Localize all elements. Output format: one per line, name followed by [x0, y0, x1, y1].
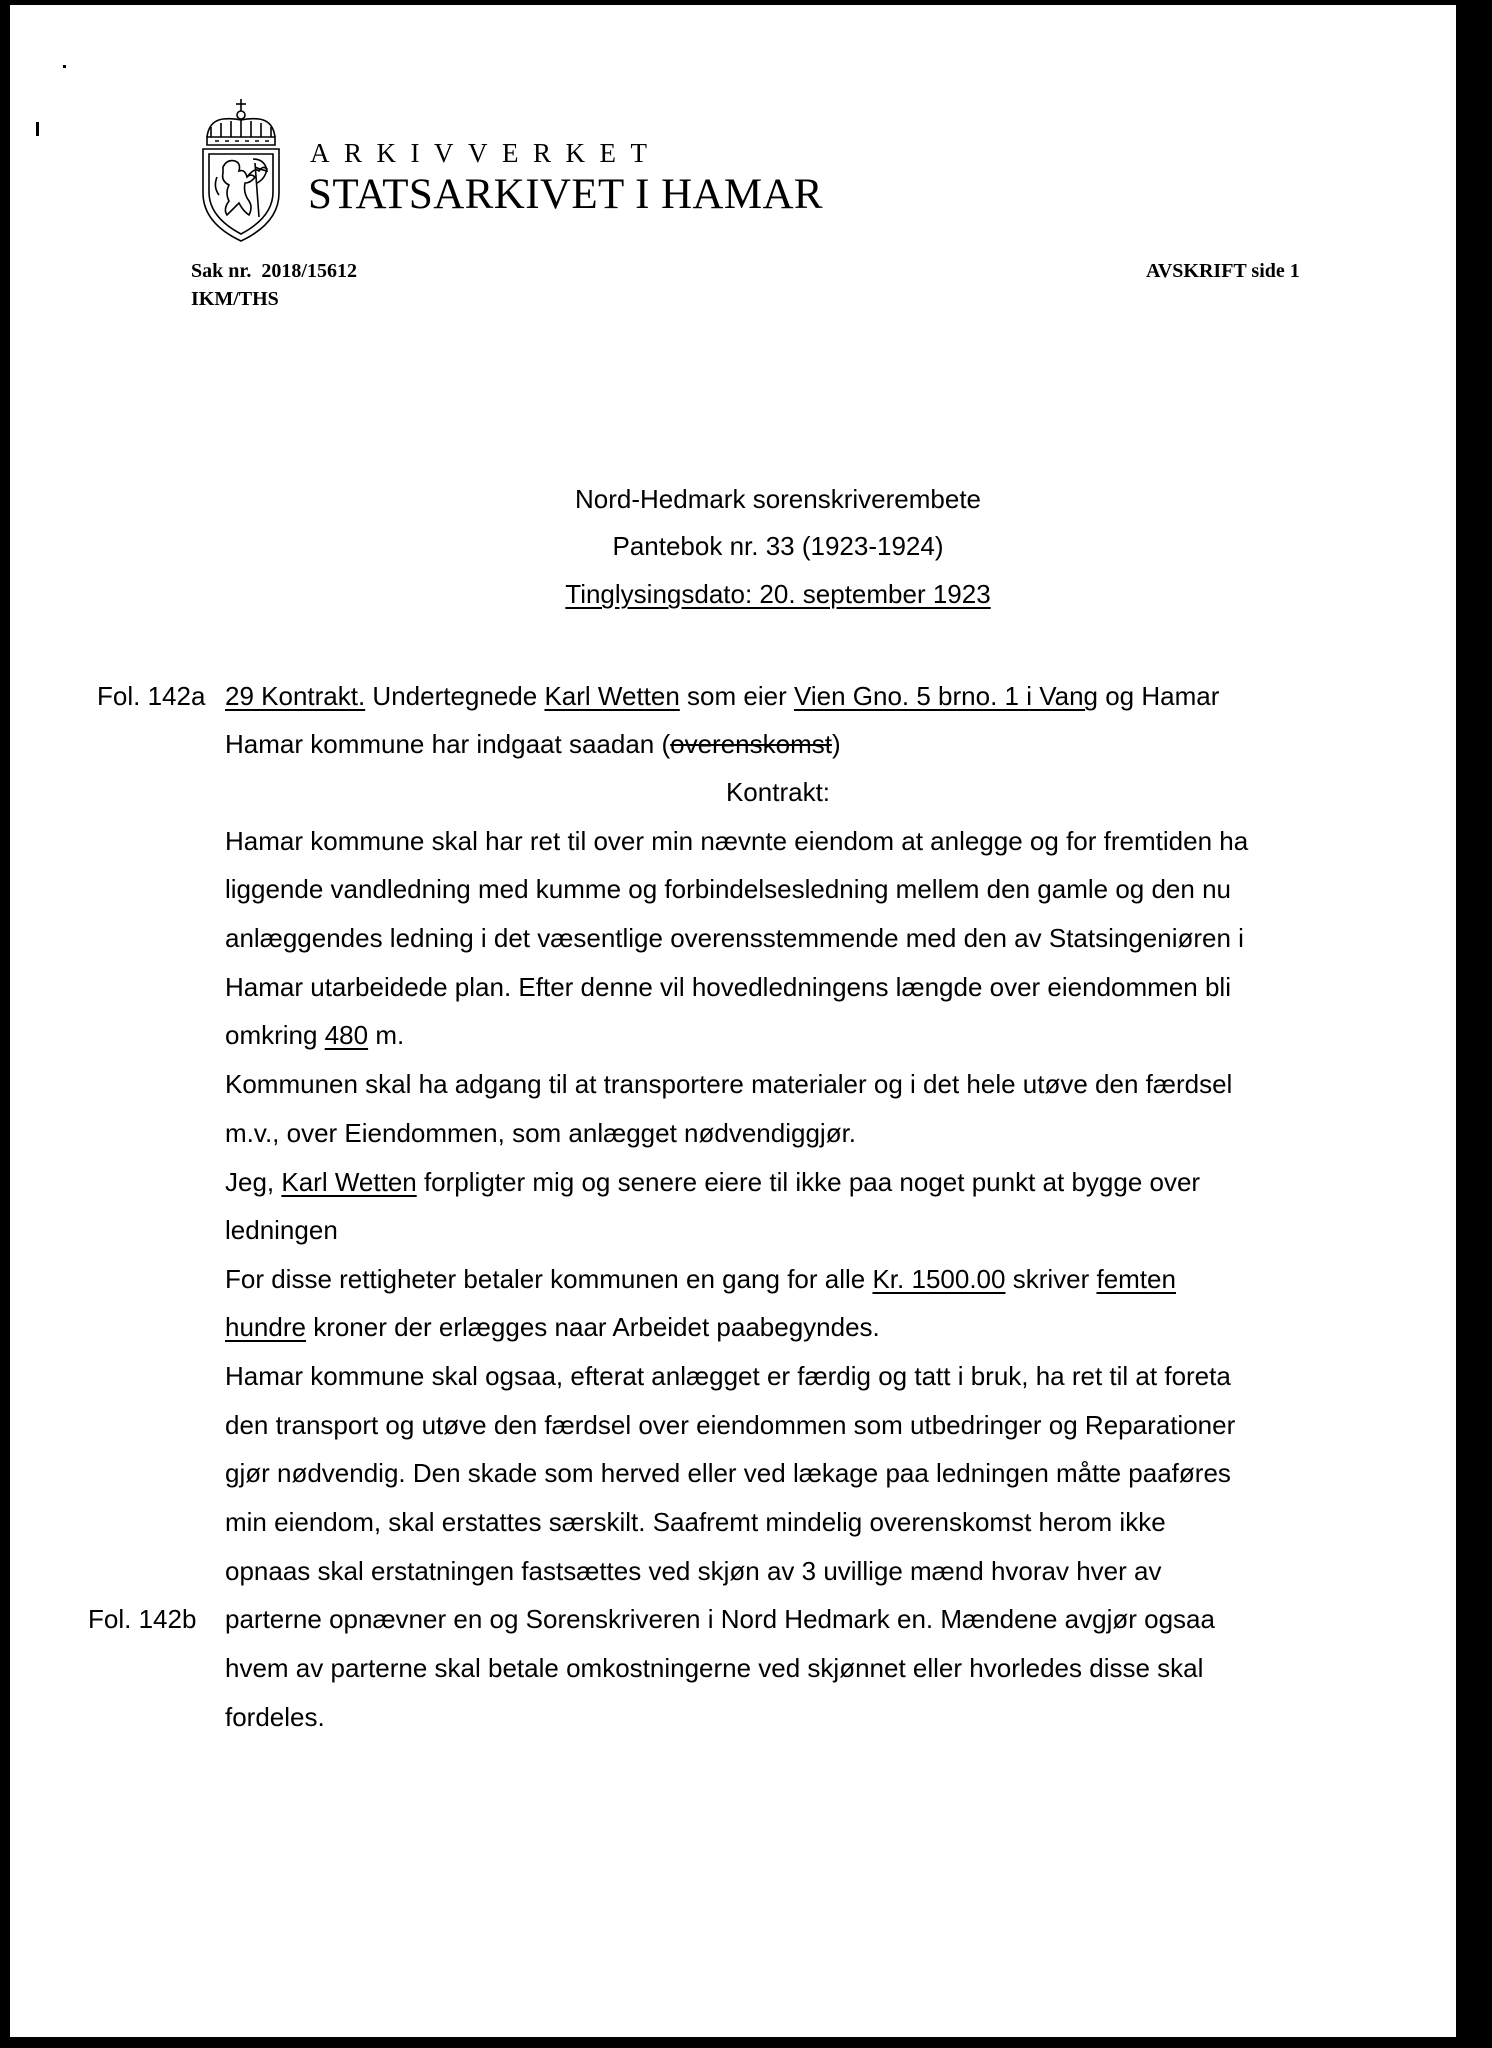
text-line: m.v., over Eiendommen, som anlægget nødvendiggjør.: [225, 1118, 857, 1148]
text-span: Jeg,: [225, 1167, 282, 1197]
amount-words: hundre: [225, 1312, 306, 1342]
org-name-top: ARKIVVERKET: [310, 138, 662, 168]
scan-mark: [36, 122, 39, 136]
text-line: Hamar utarbeidede plan. Efter denne vil hovedledningens længde over eiendommen bli: [225, 972, 1231, 1002]
text-line: [225, 729, 841, 760]
property-name: Vien Gno. 5 brno. 1 i Vang: [793, 681, 1098, 711]
text-line: [225, 1167, 1200, 1198]
contract-title: Kontrakt:: [725, 777, 831, 807]
struck-word: overenskomst: [670, 729, 832, 759]
folio-142a: Fol. 142a: [97, 681, 206, 711]
text-line: Hamar kommune skal har ret til over min nævnte eiendom at anlegge og for fremtiden ha: [225, 826, 1249, 856]
length-value: 480: [324, 1020, 369, 1050]
text-line: Hamar kommune skal ogsaa, efterat anlægget er færdig og tatt i bruk, ha ret til at foreta: [225, 1361, 1231, 1391]
party-name: Karl Wetten: [281, 1167, 417, 1197]
document-page: [10, 5, 1456, 2037]
scan-mark: [63, 65, 66, 68]
text-line: den transport og utøve den færdsel over eiendommen som utbedringer og Reparationer: [225, 1410, 1236, 1440]
text-line: min eiendom, skal erstattes særskilt. Saafremt mindelig overenskomst herom ikke: [225, 1507, 1166, 1537]
text-span: ): [831, 729, 841, 759]
court-heading: Nord-Hedmark sorenskriverembete: [574, 484, 982, 514]
date-heading: [10, 579, 1456, 610]
text-span: kroner der erlægges naar Arbeidet paabegyndes.: [305, 1312, 880, 1342]
text-line: liggende vandledning med kumme og forbindelsesledning mellem den gamle og den nu: [225, 874, 1231, 904]
text-line: [225, 681, 1219, 712]
org-name-main: STATSARKIVET I HAMAR: [308, 171, 824, 218]
party-name: Karl Wetten: [544, 681, 680, 711]
registration-date: Tinglysingsdato: 20. september 1923: [565, 579, 991, 609]
text-span: omkring: [225, 1020, 325, 1050]
text-span: m.: [368, 1020, 405, 1050]
text-line: opnaas skal erstatningen fastsættes ved skjøn av 3 uvillige mænd hvorav hver av: [225, 1556, 1162, 1586]
entry-number: 29 Kontrakt.: [225, 681, 366, 711]
text-span: som eier: [679, 681, 794, 711]
text-span: Hamar kommune har indgaat saadan (: [225, 729, 671, 759]
text-line: anlæggendes ledning i det væsentlige overensstemmende med den av Statsingeniøren i: [225, 923, 1244, 953]
case-number: Sak nr. 2018/15612: [191, 260, 357, 282]
folio-142b: Fol. 142b: [88, 1604, 197, 1634]
text-line: gjør nødvendig. Den skade som herved eller ved lækage paa ledningen måtte paaføres: [225, 1458, 1231, 1488]
text-span: For disse rettigheter betaler kommunen en gang for alle: [225, 1264, 873, 1294]
text-span: og Hamar: [1098, 681, 1220, 711]
text-span: skriver: [1005, 1264, 1097, 1294]
text-span: forpligter mig og senere eiere til ikke paa noget punkt at bygge over: [416, 1167, 1201, 1197]
text-span: Undertegnede: [365, 681, 545, 711]
text-line: Kommunen skal ha adgang til at transportere materialer og i det hele utøve den færdsel: [225, 1069, 1233, 1099]
text-line: [225, 1264, 1176, 1295]
text-line: fordeles.: [225, 1702, 325, 1732]
book-heading: Pantebok nr. 33 (1923-1924): [612, 531, 944, 561]
amount-words: femten: [1096, 1264, 1176, 1294]
text-line: ledningen: [225, 1215, 338, 1245]
text-line: [225, 1312, 880, 1343]
text-line: [225, 1020, 404, 1051]
text-line: hvem av parterne skal betale omkostningerne ved skjønnet eller hvorledes disse skal: [225, 1653, 1204, 1683]
initials: IKM/THS: [191, 288, 279, 310]
page-label: AVSKRIFT side 1: [1146, 260, 1300, 282]
coat-of-arms-icon: [193, 97, 289, 245]
text-line: parterne opnævner en og Sorenskriveren i Nord Hedmark en. Mændene avgjør ogsaa: [225, 1604, 1215, 1634]
amount-value: Kr. 1500.00: [872, 1264, 1006, 1294]
